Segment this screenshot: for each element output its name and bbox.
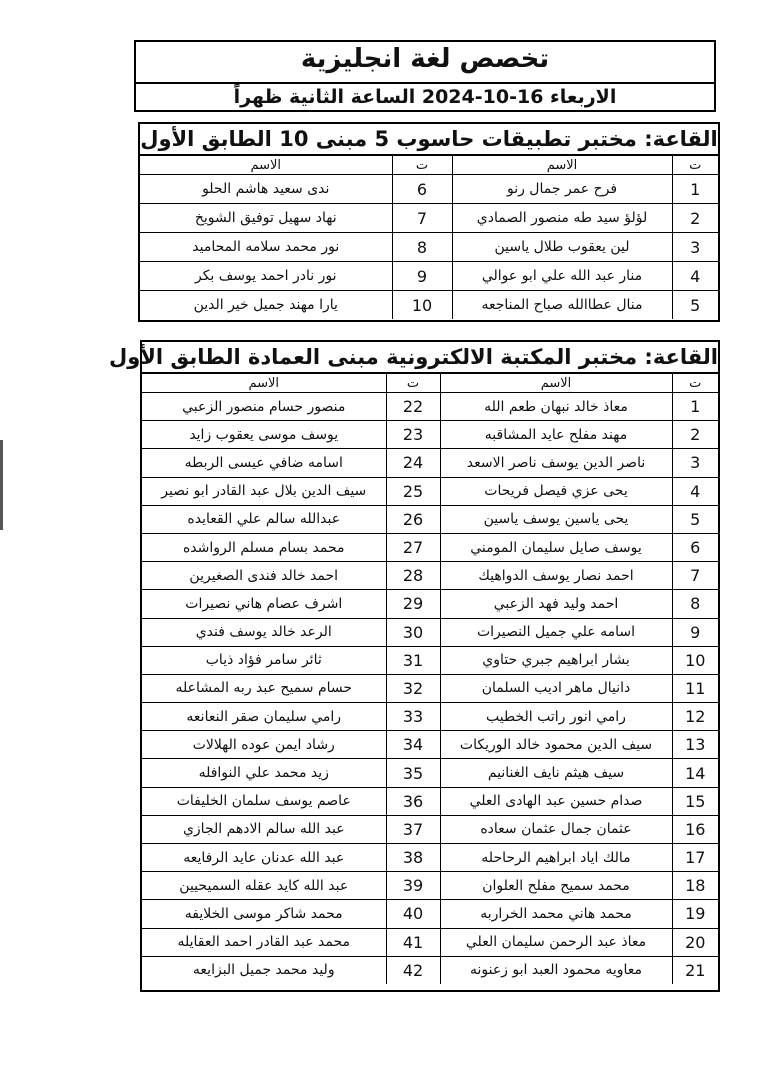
row-number: 3 (672, 449, 718, 477)
row-number: 1 (672, 393, 718, 421)
row-number: 14 (672, 759, 718, 787)
student-name: ندى سعيد هاشم الحلو (140, 175, 392, 204)
row-number: 5 (672, 291, 718, 320)
table-row (142, 646, 718, 674)
student-name: محمد شاكر موسى الخلايفه (142, 900, 386, 928)
header-divider (136, 82, 714, 84)
table-row (142, 562, 718, 590)
table-row (142, 815, 718, 843)
student-name: عاصم يوسف سلمان الخليفات (142, 787, 386, 815)
student-name: نهاد سهيل توفيق الشويخ (140, 204, 392, 233)
student-name: سيف هيثم نايف الغنانيم (440, 759, 672, 787)
row-number: 4 (672, 477, 718, 505)
col-header-number: ت (392, 156, 452, 175)
table-row (142, 505, 718, 533)
hall-2-section (109, 340, 720, 992)
row-number: 2 (672, 421, 718, 449)
hall-1-roster-table (140, 156, 718, 319)
student-name: الرعد خالد يوسف فندي (142, 618, 386, 646)
student-name: رشاد ايمن عوده الهلالات (142, 731, 386, 759)
student-name: معاويه محمود العبد ابو زعنونه (440, 956, 672, 984)
student-name: زيد محمد علي النوافله (142, 759, 386, 787)
row-number: 9 (672, 618, 718, 646)
student-name: معاذ عبد الرحمن سليمان العلي (440, 928, 672, 956)
row-number: 1 (672, 175, 718, 204)
col-header-name: الاسم (142, 374, 386, 393)
table-row (142, 844, 718, 872)
student-name: وليد محمد جميل البزايعه (142, 956, 386, 984)
student-name: نور نادر احمد يوسف بكر (140, 262, 392, 291)
student-name: مهند مفلح عايد المشاقبه (440, 421, 672, 449)
row-number: 6 (672, 533, 718, 561)
student-name: مالك اياد ابراهيم الرحاحله (440, 844, 672, 872)
row-number: 27 (386, 533, 440, 561)
hall-2-roster-table (142, 374, 718, 984)
table-header-row (142, 374, 718, 393)
student-name: صدام حسين عبد الهادى العلي (440, 787, 672, 815)
table-row (142, 787, 718, 815)
student-name: عبد الله كايد عقله السميحيين (142, 872, 386, 900)
student-name: محمد هاني محمد الخراربه (440, 900, 672, 928)
row-number: 18 (672, 872, 718, 900)
student-name: حسام سميح عبد ربه المشاعله (142, 674, 386, 702)
row-number: 37 (386, 815, 440, 843)
student-name: يوسف صايل سليمان المومني (440, 533, 672, 561)
table-row (142, 477, 718, 505)
row-number: 8 (392, 233, 452, 262)
row-number: 28 (386, 562, 440, 590)
student-name: محمد سميح مفلح العلوان (440, 872, 672, 900)
hall-1-section (138, 122, 720, 322)
student-name: اسامه ضافي عيسى الربطه (142, 449, 386, 477)
page-title: تخصص لغة انجليزية (300, 44, 550, 74)
row-number: 42 (386, 956, 440, 984)
row-number: 9 (392, 262, 452, 291)
student-name: عثمان جمال عثمان سعاده (440, 815, 672, 843)
student-name: رامي سليمان صقر النعانعه (142, 703, 386, 731)
student-name: عبد الله عدنان عايد الرفايعه (142, 844, 386, 872)
student-name: فرح عمر جمال رنو (452, 175, 672, 204)
student-name: اشرف عصام هاني نصيرات (142, 590, 386, 618)
row-number: 35 (386, 759, 440, 787)
document-header (134, 40, 716, 112)
row-number: 6 (392, 175, 452, 204)
student-name: لين يعقوب طلال ياسين (452, 233, 672, 262)
row-number: 41 (386, 928, 440, 956)
hall-2-title: القاعة: مختبر المكتبة الالكترونية مبنى العمادة الطابق الأول (142, 342, 718, 374)
table-row (142, 674, 718, 702)
scan-edge-mark (0, 440, 3, 530)
col-header-name: الاسم (452, 156, 672, 175)
row-number: 15 (672, 787, 718, 815)
row-number: 24 (386, 449, 440, 477)
row-number: 10 (392, 291, 452, 320)
row-number: 8 (672, 590, 718, 618)
row-number: 33 (386, 703, 440, 731)
row-number: 16 (672, 815, 718, 843)
table-row (142, 590, 718, 618)
row-number: 40 (386, 900, 440, 928)
row-number: 38 (386, 844, 440, 872)
row-number: 21 (672, 956, 718, 984)
table-row (142, 872, 718, 900)
student-name: ناصر الدين يوسف ناصر الاسعد (440, 449, 672, 477)
table-row (142, 618, 718, 646)
row-number: 39 (386, 872, 440, 900)
table-row (140, 291, 718, 320)
table-row (142, 393, 718, 421)
hall-1-title: القاعة: مختبر تطبيقات حاسوب 5 مبنى 10 الطابق الأول (140, 124, 718, 156)
table-row (142, 731, 718, 759)
row-number: 22 (386, 393, 440, 421)
table-row (142, 759, 718, 787)
table-row (142, 928, 718, 956)
row-number: 23 (386, 421, 440, 449)
student-name: رامي انور راتب الخطيب (440, 703, 672, 731)
student-name: عبدالله سالم علي القعايده (142, 505, 386, 533)
student-name: منصور حسام منصور الزعبي (142, 393, 386, 421)
row-number: 12 (672, 703, 718, 731)
row-number: 11 (672, 674, 718, 702)
student-name: منار عبد الله علي ابو عوالي (452, 262, 672, 291)
student-name: بشار ابراهيم جبري حتاوي (440, 646, 672, 674)
student-name: اسامه علي جميل النصيرات (440, 618, 672, 646)
col-header-number: ت (672, 156, 718, 175)
col-header-name: الاسم (140, 156, 392, 175)
student-name: نور محمد سلامه المحاميد (140, 233, 392, 262)
student-name: عبد الله سالم الادهم الجازي (142, 815, 386, 843)
table-row (142, 421, 718, 449)
row-number: 7 (392, 204, 452, 233)
student-name: احمد خالد فندى الصغيرين (142, 562, 386, 590)
student-name: احمد نصار يوسف الدواهيك (440, 562, 672, 590)
row-number: 29 (386, 590, 440, 618)
row-number: 17 (672, 844, 718, 872)
row-number: 20 (672, 928, 718, 956)
student-name: يارا مهند جميل خير الدين (140, 291, 392, 320)
col-header-number: ت (672, 374, 718, 393)
row-number: 19 (672, 900, 718, 928)
row-number: 34 (386, 731, 440, 759)
student-name: محمد بسام مسلم الرواشده (142, 533, 386, 561)
row-number: 2 (672, 204, 718, 233)
table-header-row (140, 156, 718, 175)
row-number: 30 (386, 618, 440, 646)
row-number: 13 (672, 731, 718, 759)
row-number: 31 (386, 646, 440, 674)
row-number: 32 (386, 674, 440, 702)
row-number: 5 (672, 505, 718, 533)
table-row (142, 533, 718, 561)
student-name: سيف الدين بلال عبد القادر ابو نصير (142, 477, 386, 505)
row-number: 25 (386, 477, 440, 505)
student-name: دانيال ماهر اديب السلمان (440, 674, 672, 702)
table-row (142, 449, 718, 477)
table-row (140, 175, 718, 204)
table-row (140, 204, 718, 233)
student-name: سيف الدين محمود خالد الوريكات (440, 731, 672, 759)
row-number: 36 (386, 787, 440, 815)
row-number: 10 (672, 646, 718, 674)
row-number: 3 (672, 233, 718, 262)
col-header-name: الاسم (440, 374, 672, 393)
student-name: احمد وليد فهد الزعبي (440, 590, 672, 618)
col-header-number: ت (386, 374, 440, 393)
student-name: ثائر سامر فؤاد ذياب (142, 646, 386, 674)
row-number: 26 (386, 505, 440, 533)
table-row (140, 233, 718, 262)
row-number: 7 (672, 562, 718, 590)
student-name: يحى ياسين يوسف ياسين (440, 505, 672, 533)
student-name: لؤلؤ سيد طه منصور الصمادي (452, 204, 672, 233)
student-name: معاذ خالد نبهان طعم الله (440, 393, 672, 421)
exam-date-time: الاربعاء 16-10-2024 الساعة الثانية ظهراً (233, 86, 617, 108)
table-row (140, 262, 718, 291)
student-name: منال عطاالله صباح المناجعه (452, 291, 672, 320)
table-row (142, 956, 718, 984)
student-name: محمد عبد القادر احمد العقايله (142, 928, 386, 956)
table-row (142, 703, 718, 731)
student-name: يحى عزي فيصل فريحات (440, 477, 672, 505)
student-name: يوسف موسى يعقوب زايد (142, 421, 386, 449)
table-row (142, 900, 718, 928)
row-number: 4 (672, 262, 718, 291)
